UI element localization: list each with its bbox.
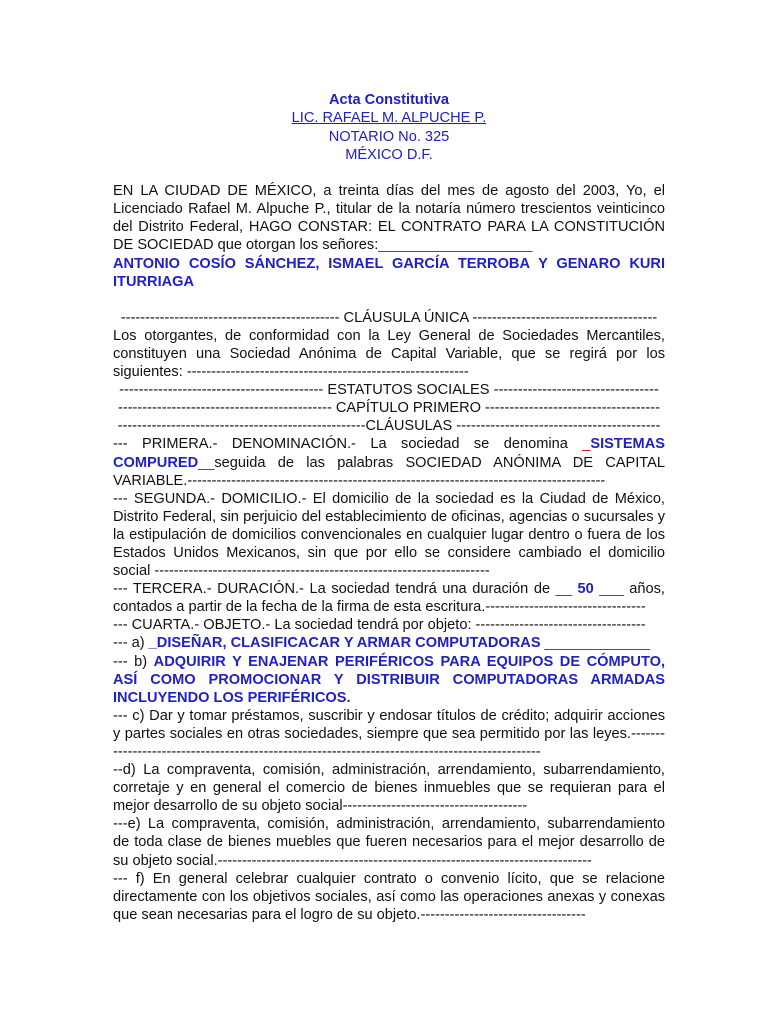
grantors-names: ANTONIO COSÍO SÁNCHEZ, ISMAEL GARCÍA TERROBA Y GENARO KURI ITURRIAGA (113, 255, 665, 290)
tercera-blank-a: __ (555, 581, 572, 598)
clause-tercera (113, 580, 665, 616)
clausula-unica-text: Los otorgantes, de conformidad con la Ley General de Sociedades Mercantiles, constituyen una Sociedad Anónima de Capital Variable, que se regirá por los siguientes: ---------------------------------------------------------- (113, 327, 665, 381)
primera-post: seguida de las palabras SOCIEDAD ANÓNIMA DE CAPITAL VARIABLE.-------------------------------------------------------------------------------------- (113, 454, 665, 489)
item-a-pre: --- a) (113, 635, 149, 652)
document-page (113, 91, 665, 924)
document-title: Acta Constitutiva (328, 92, 449, 108)
intro-blank: ___________________ (378, 237, 533, 254)
item-f: --- f) En general celebrar cualquier contrato o convenio lícito, que se relacione directamente con los objetivos sociales, así como las operaciones anexas y conexas que sean necesarias para el logro de su objeto.---------------------------------- (113, 870, 665, 923)
clausula-unica-heading: --------------------------------------------- CLÁUSULA ÚNICA -------------------------------------- (120, 309, 658, 326)
item-b-pre: --- b) (113, 653, 154, 670)
capitulo-heading: -------------------------------------------- CAPÍTULO PRIMERO ------------------------------------ (117, 400, 661, 417)
clause-segunda: --- SEGUNDA.- DOMICILIO.- El domicilio de la sociedad es la Ciudad de México, Distrito Federal, sin perjuicio del establecimiento de oficinas, agencias o sucursales y la estipulación de domicilios convencionales en cualquier lugar dentro o fuera de los Estados Unidos Mexicanos, sin que por ello se considere cambiado el domicilio social --------------------------------------------------------------------- (113, 490, 665, 580)
item-c: --- c) Dar y tomar préstamos, suscribir y endosar títulos de crédito; adquirir acciones y partes sociales en otras sociedades, siempre que sea permitido por las leyes.----------------------------------------------------------------------------------------------- (113, 707, 665, 760)
spacer (113, 164, 665, 182)
document-header (113, 91, 665, 164)
city-line: MÉXICO D.F. (345, 146, 433, 163)
item-b (113, 653, 665, 707)
tercera-pre: --- TERCERA.- DURACIÓN.- La sociedad tendrá una duración de (113, 581, 556, 598)
notary-number: NOTARIO No. 325 (328, 128, 450, 145)
notary-name: LIC. RAFAEL M. ALPUCHE P. (291, 110, 487, 127)
item-a (113, 634, 665, 652)
estatutos-heading: ------------------------------------------ ESTATUTOS SOCIALES ---------------------------------- (119, 382, 659, 399)
tercera-post: años, contados a partir de la fecha de la firma de esta escritura.--------------------------------- (113, 581, 665, 616)
intro-paragraph (113, 182, 665, 254)
primera-blank-b: __ (198, 454, 215, 471)
duration-years: 50 (577, 581, 594, 598)
clause-primera (113, 435, 665, 489)
item-b-text: ADQUIRIR Y ENAJENAR PERIFÉRICOS PARA EQUIPOS DE CÓMPUTO, ASÍ COMO PROMOCIONAR Y DISTRIBUIR COMPUTADORAS ARMADAS INCLUYENDO LOS PERIFÉRICOS. (113, 653, 665, 706)
company-name: SISTEMAS COMPURED (113, 436, 665, 471)
tercera-blank-b: ___ (599, 581, 624, 598)
item-a-blank: _ (148, 635, 157, 652)
intro-text: EN LA CIUDAD DE MÉXICO, a treinta días del mes de agosto del 2003, Yo, el Licenciado Rafael M. Alpuche P., titular de la notaría número trescientos veinticinco del Distrito Federal, HAGO CONSTAR: EL CONTRATO PARA LA CONSTITUCIÓN DE SOCIEDAD que otorgan los señores: (113, 183, 665, 254)
item-a-blank-end: _____________ (540, 635, 651, 652)
item-d: --d) La compraventa, comisión, administración, arrendamiento, subarrendamiento, corretaje y en general el comercio de bienes inmuebles que se requieran para el mejor desarrollo de su objeto social-------------------------------------- (113, 762, 665, 815)
clause-cuarta: --- CUARTA.- OBJETO.- La sociedad tendrá por objeto: ----------------------------------- (113, 617, 646, 634)
primera-blank-a: _ (582, 436, 591, 453)
item-e: ---e) La compraventa, comisión, administración, arrendamiento, subarrendamiento de toda clase de bienes muebles que fueren necesarios para el mejor desarrollo de su objeto social.----------------------------------------------------------------------------- (113, 816, 665, 869)
clausulas-heading: ---------------------------------------------------CLÁUSULAS ------------------------------------------ (117, 418, 661, 435)
item-a-text: DISEÑAR, CLASIFICACAR Y ARMAR COMPUTADORAS (156, 635, 541, 652)
primera-pre: --- PRIMERA.- DENOMINACIÓN.- La sociedad se denomina (113, 436, 583, 453)
spacer (113, 291, 665, 309)
